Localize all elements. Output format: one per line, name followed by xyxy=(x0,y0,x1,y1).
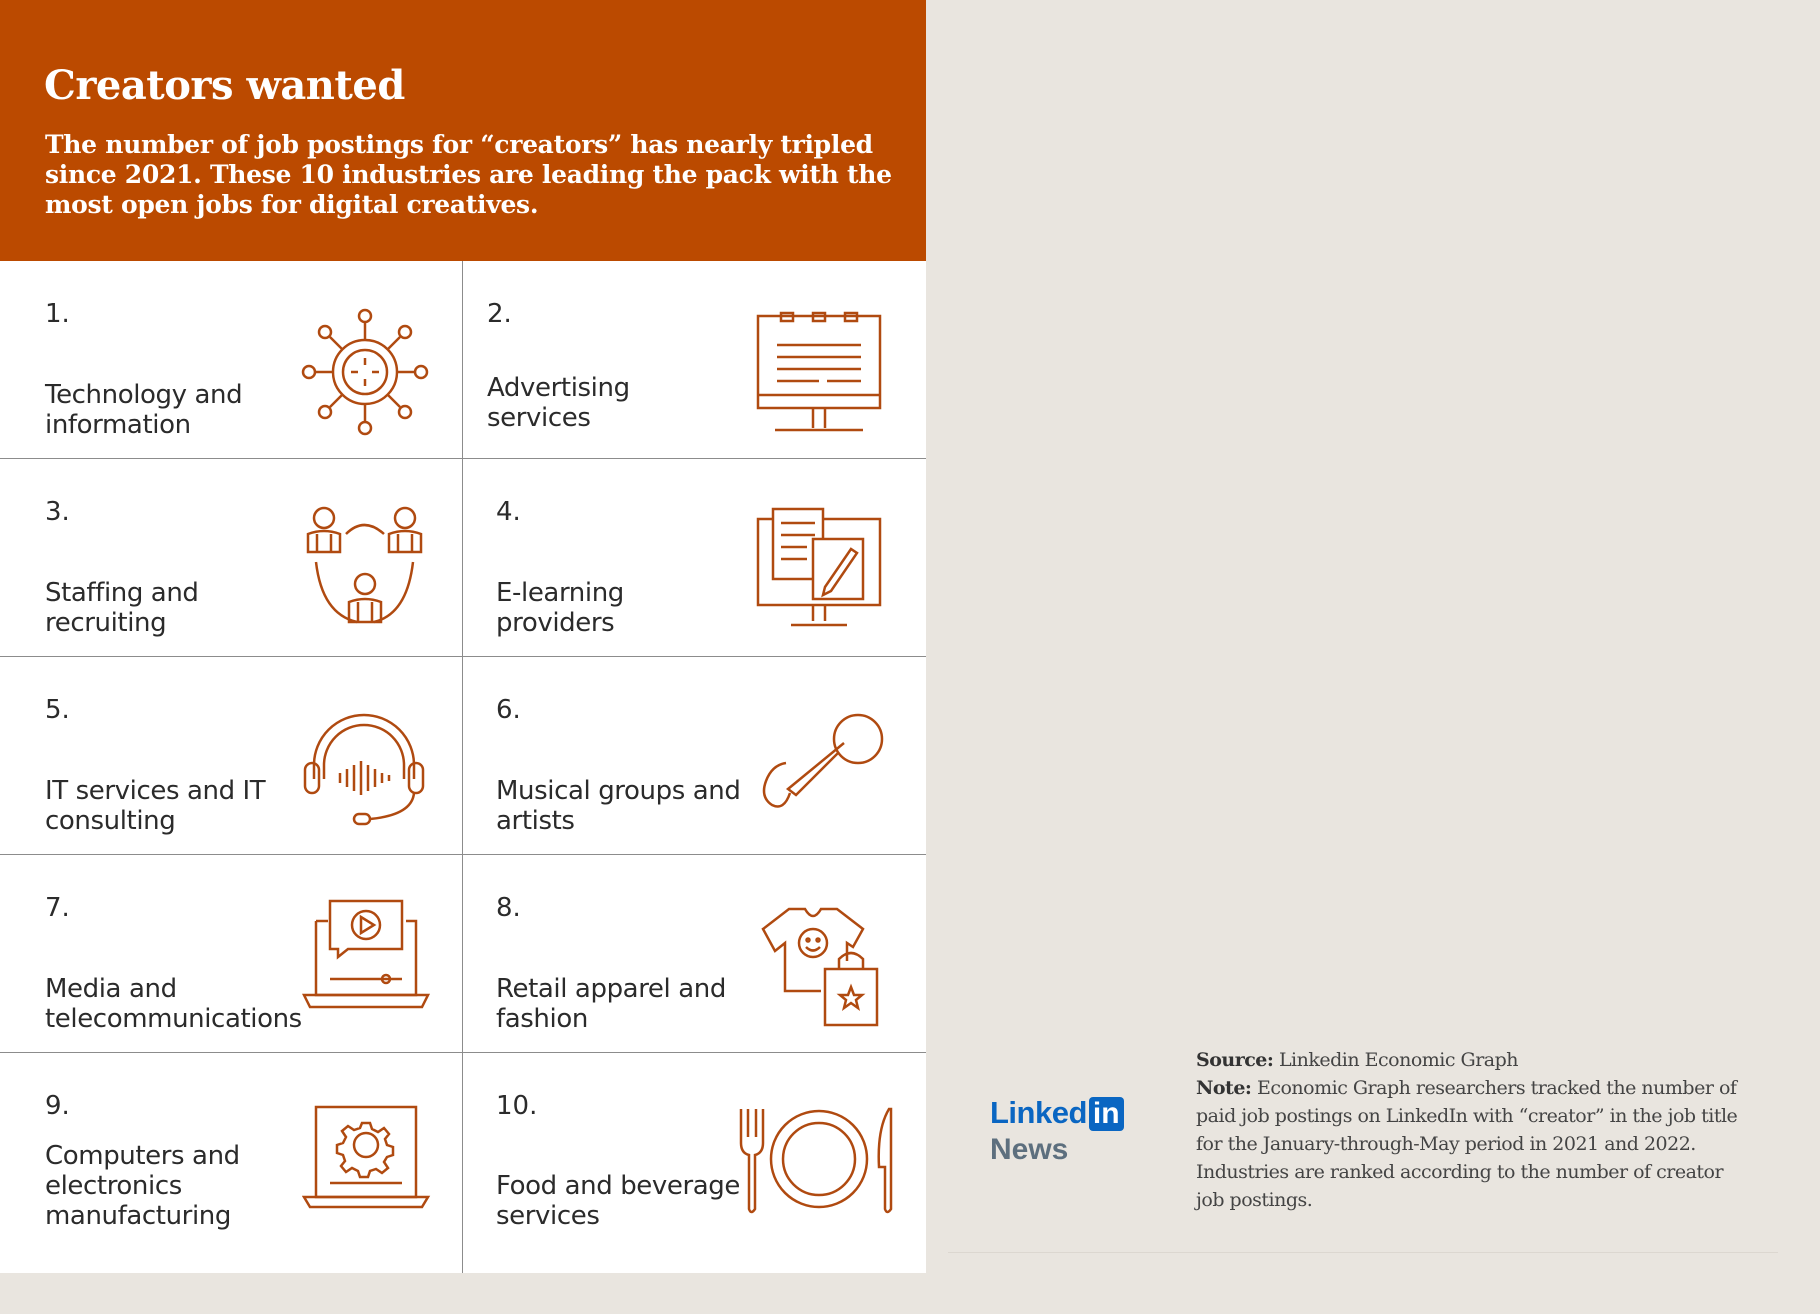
industry-label: E-learning providers xyxy=(496,578,624,638)
industry-rank: 2. xyxy=(487,299,512,329)
industry-label: Advertising services xyxy=(487,373,630,433)
industry-card-1 xyxy=(0,261,463,459)
industry-label: Food and beverage services xyxy=(496,1171,740,1231)
industry-label: Media and telecommunications xyxy=(45,974,302,1034)
note-line xyxy=(1196,1074,1756,1214)
note-label: Note: xyxy=(1196,1077,1252,1099)
industry-card-2 xyxy=(463,261,926,459)
network-gear-icon xyxy=(300,307,430,437)
people-network-icon xyxy=(302,504,432,634)
industry-label: Staffing and recruiting xyxy=(45,578,199,638)
footnotes xyxy=(1196,1046,1756,1214)
industry-rank: 1. xyxy=(45,299,70,329)
header-banner xyxy=(0,0,926,261)
industry-rank: 10. xyxy=(496,1091,538,1121)
note-text: Economic Graph researchers tracked the number of paid job postings on LinkedIn with “creator” in the job title for the January-through-May period in 2021 and 2022. Industries are ranked according to the number of creator job postings. xyxy=(1196,1077,1738,1211)
industry-rank: 8. xyxy=(496,893,521,923)
industry-label: Retail apparel and fashion xyxy=(496,974,726,1034)
laptop-video-icon xyxy=(302,899,432,1019)
industries-grid xyxy=(0,261,926,1273)
industry-card-3 xyxy=(0,459,463,657)
industry-label: Computers and electronics manufacturing xyxy=(45,1141,240,1231)
page-subtitle: The number of job postings for “creators” has nearly tripled since 2021. These 10 industries are leading the pack with the most open jobs for digital creatives. xyxy=(45,130,892,219)
footer-divider xyxy=(948,1252,1778,1253)
industry-card-10 xyxy=(463,1053,926,1273)
source-text: Linkedin Economic Graph xyxy=(1278,1049,1519,1071)
linkedin-logo xyxy=(990,1095,1124,1131)
logo-wordmark: Linked xyxy=(990,1095,1087,1130)
industry-label: Technology and information xyxy=(45,380,243,440)
laptop-gear-icon xyxy=(302,1105,432,1215)
tshirt-shopping-bag-icon xyxy=(761,903,891,1028)
industries-panel xyxy=(0,0,926,1273)
microphone-icon xyxy=(758,707,888,817)
headset-icon xyxy=(300,707,430,832)
monitor-document-pen-icon xyxy=(755,507,885,632)
industry-rank: 6. xyxy=(496,695,521,725)
industry-rank: 3. xyxy=(45,497,70,527)
industry-rank: 5. xyxy=(45,695,70,725)
industry-rank: 4. xyxy=(496,497,521,527)
industry-rank: 7. xyxy=(45,893,70,923)
industry-label: Musical groups and artists xyxy=(496,776,741,836)
industry-rank: 9. xyxy=(45,1091,70,1121)
page-title: Creators wanted xyxy=(44,62,405,109)
industry-card-5 xyxy=(0,657,463,855)
billboard-monitor-icon xyxy=(755,311,885,436)
logo-in-badge: in xyxy=(1089,1097,1124,1131)
logo-news-label: News xyxy=(990,1133,1069,1166)
industry-card-7 xyxy=(0,855,463,1053)
plate-fork-knife-icon xyxy=(739,1107,899,1217)
source-label: Source: xyxy=(1196,1049,1274,1071)
source-line xyxy=(1196,1046,1756,1074)
industry-card-8 xyxy=(463,855,926,1053)
industry-card-4 xyxy=(463,459,926,657)
industry-label: IT services and IT consulting xyxy=(45,776,266,836)
industry-card-9 xyxy=(0,1053,463,1273)
industry-card-6 xyxy=(463,657,926,855)
